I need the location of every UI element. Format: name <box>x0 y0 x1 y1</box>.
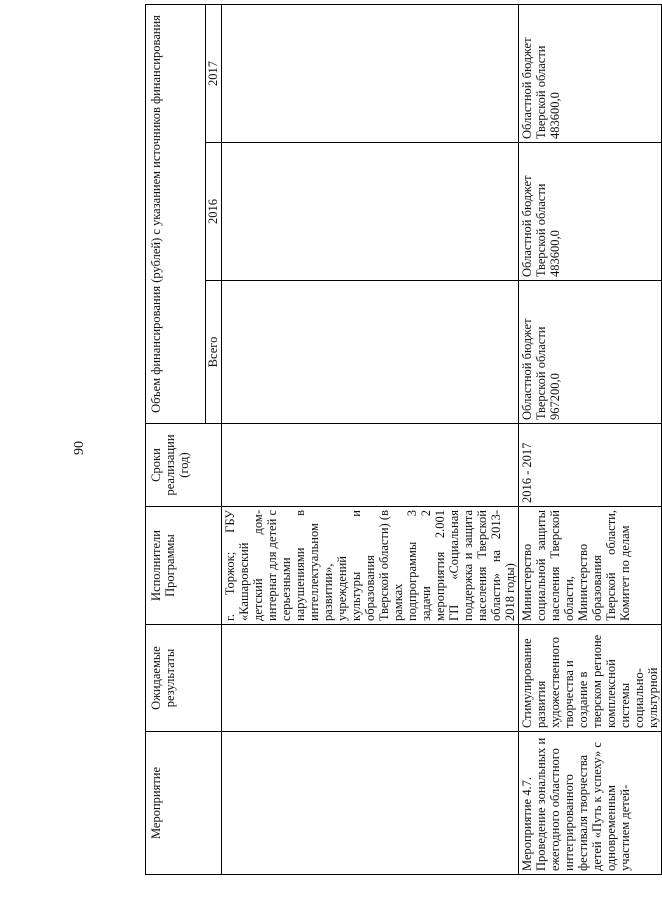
row2-executors: Министерство социальной защиты населения Тверской области, Министерство образования Тверской области, Комитет по делам <box>519 507 662 625</box>
row1-total <box>222 281 519 424</box>
row1-2017 <box>222 4 519 142</box>
header-activity: Мероприятие <box>146 732 222 875</box>
row2-2017: Областной бюджет Тверской области 483600,0 <box>519 4 662 142</box>
row2-activity: Мероприятие 4.7. Проведение зональных и ежегодного областного интегрированного фестиваля творчества детей «Путь к успеху» с одновременным участием детей- <box>519 732 662 875</box>
funding-table <box>145 4 662 875</box>
table-row <box>519 4 662 874</box>
row2-period: 2016 - 2017 <box>519 424 662 507</box>
row1-results <box>222 625 519 732</box>
row2-total: Областной бюджет Тверской области 967200,0 <box>519 281 662 424</box>
row1-period <box>222 424 519 507</box>
row1-activity <box>222 732 519 875</box>
header-period: Сроки реализации (год) <box>146 424 222 507</box>
header-2017: 2017 <box>206 4 222 142</box>
row2-2016: Областной бюджет Тверской области 483600,0 <box>519 143 662 281</box>
table-row <box>222 4 519 874</box>
header-executors: Исполнители Программы <box>146 507 222 625</box>
rotated-table-container <box>145 5 660 875</box>
row1-executors: г. Торжок; ГБУ «Кашаровский детский дом-интернат для детей с серьезными нарушениями в интеллектуальном развитии», учреждений культуры и образования Тверской области) (в рамках подпрограммы 3 задачи 2 мероприятия 2.001 ГП «Социальная поддержка и защита населения Тверской области» на 2013-2018 годы) <box>222 507 519 625</box>
header-funding: Объем финансирования (рублей) с указанием источников финансирования <box>146 4 206 423</box>
row1-2016 <box>222 143 519 281</box>
header-results: Ожидаемые результаты <box>146 625 222 732</box>
header-2016: 2016 <box>206 143 222 281</box>
row2-results: Стимулирование развития художественного творчества и создание в тверском регионе комплексной системы социально-культурной <box>519 625 662 732</box>
header-total: Всего <box>206 281 222 424</box>
page-number: 90 <box>72 441 87 455</box>
